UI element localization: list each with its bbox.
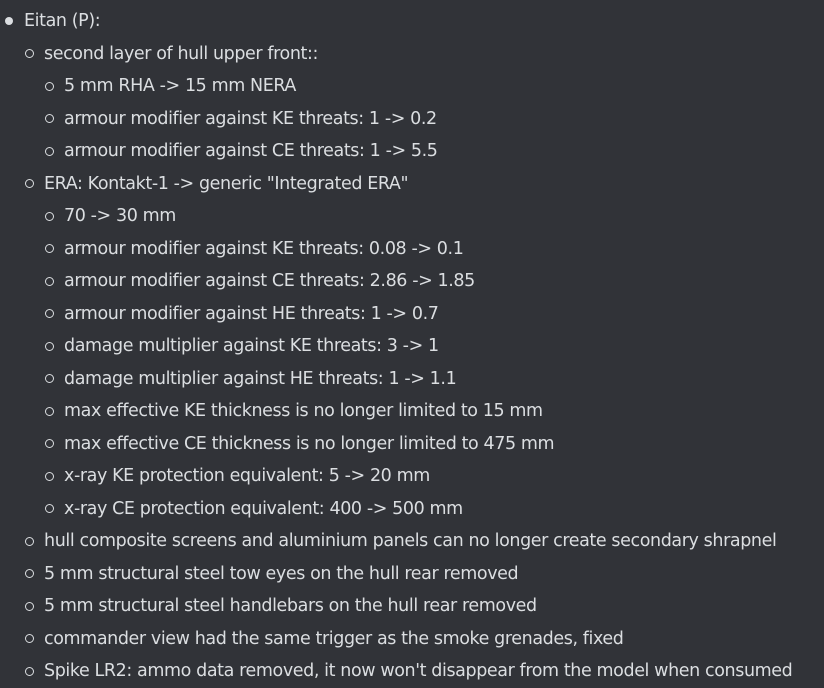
hollow-bullet-icon — [45, 342, 54, 351]
list-item-text: 5 mm structural steel tow eyes on the hull rear removed — [44, 563, 519, 584]
list-item-text: max effective KE thickness is no longer limited to 15 mm — [64, 401, 543, 421]
hollow-bullet-icon — [25, 602, 34, 611]
hollow-bullet-icon — [45, 82, 54, 91]
hollow-bullet-icon — [45, 147, 54, 156]
list-item — [0, 38, 824, 71]
hollow-bullet-icon — [45, 472, 54, 481]
list-item — [0, 103, 824, 136]
list-item — [0, 590, 824, 623]
hollow-bullet-icon — [25, 634, 34, 643]
list-item — [0, 330, 824, 363]
list-item — [0, 200, 824, 233]
hollow-bullet-icon — [45, 504, 54, 513]
list-item — [0, 233, 824, 266]
list-item-text: x-ray CE protection equivalent: 400 -> 500 mm — [64, 498, 463, 519]
list-item-text: damage multiplier against HE threats: 1 -> 1.1 — [64, 368, 457, 389]
hollow-bullet-icon — [25, 569, 34, 578]
list-item — [0, 655, 824, 688]
list-item-text: hull composite screens and aluminium panels can no longer create secondary shrapnel — [44, 531, 777, 551]
list-item-text: armour modifier against KE threats: 1 -> 0.2 — [64, 108, 437, 129]
list-item — [0, 298, 824, 331]
hollow-bullet-icon — [45, 374, 54, 383]
list-item-text: 5 mm RHA -> 15 mm NERA — [64, 76, 297, 96]
filled-bullet-icon — [5, 17, 13, 25]
list-item — [0, 135, 824, 168]
hollow-bullet-icon — [45, 244, 54, 253]
list-item — [0, 558, 824, 591]
list-item-text: x-ray KE protection equivalent: 5 -> 20 mm — [64, 466, 430, 486]
list-item — [0, 395, 824, 428]
hollow-bullet-icon — [45, 277, 54, 286]
list-item-text: armour modifier against CE threats: 1 -> 5.5 — [64, 141, 438, 161]
hollow-bullet-icon — [25, 49, 34, 58]
hollow-bullet-icon — [45, 212, 54, 221]
list-item — [0, 265, 824, 298]
list-item-text: second layer of hull upper front:: — [44, 43, 318, 64]
hollow-bullet-icon — [25, 537, 34, 546]
hollow-bullet-icon — [25, 667, 34, 676]
list-item — [0, 525, 824, 558]
list-item-text: ERA: Kontakt-1 -> generic "Integrated ERA" — [44, 173, 409, 194]
hollow-bullet-icon — [25, 179, 34, 188]
list-item-text: Spike LR2: ammo data removed, it now won't disappear from the model when consumed — [44, 661, 793, 681]
list-item-text: commander view had the same trigger as the smoke grenades, fixed — [44, 628, 624, 649]
list-item-text: armour modifier against KE threats: 0.08 -> 0.1 — [64, 238, 464, 259]
list-item-text: Eitan (P): — [24, 11, 101, 31]
list-item-text: damage multiplier against KE threats: 3 -> 1 — [64, 336, 439, 356]
list-item — [0, 428, 824, 461]
list-item-text: 5 mm structural steel handlebars on the hull rear removed — [44, 596, 537, 616]
hollow-bullet-icon — [45, 407, 54, 416]
list-item — [0, 363, 824, 396]
list-item-text: armour modifier against HE threats: 1 -> 0.7 — [64, 303, 439, 324]
list-item — [0, 70, 824, 103]
list-item — [0, 168, 824, 201]
hollow-bullet-icon — [45, 114, 54, 123]
list-item-text: 70 -> 30 mm — [64, 206, 176, 226]
hollow-bullet-icon — [45, 439, 54, 448]
list-item — [0, 460, 824, 493]
list-item — [0, 623, 824, 656]
list-item — [0, 5, 824, 38]
list-item-text: max effective CE thickness is no longer limited to 475 mm — [64, 433, 555, 454]
hollow-bullet-icon — [45, 309, 54, 318]
list-item-text: armour modifier against CE threats: 2.86 -> 1.85 — [64, 271, 475, 291]
list-item — [0, 493, 824, 526]
